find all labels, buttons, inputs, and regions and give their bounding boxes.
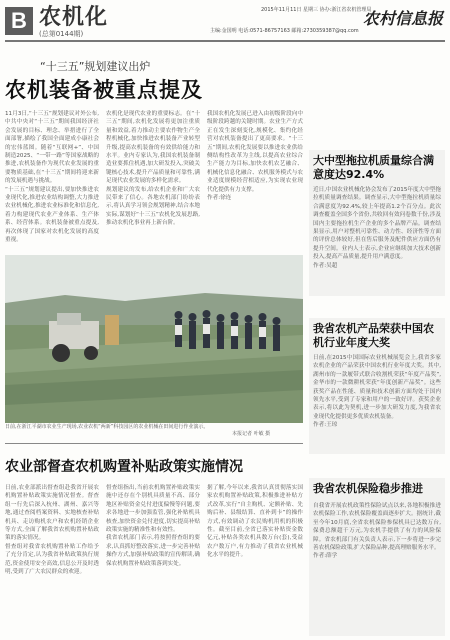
lead-article-column-1: 11月3日,“十三五”规划建议对外公布,中共中央对“十三五”期间我国经济社会发展的目标、理念、举措进行了全面部署,描绘了我国全面建成小康社会的宏伟蓝图。随着“互联网+”、中国制造2025、“一带一路”等国家战略的推进,农机装备作为现代农业发展的重要物质基础,在“十三五”期间将迎来新的发展机遇与挑战。 “十三五”规划建议提出,要加快推进农业现代化,推进农业结构调整,大力推进农业机械化,推进农业标准化和信息化,着力构建现代农业产业体系、生产体系、经营体系。农机装备被重点提及,再次体现了国家对农机化发展的高度重视。 [5, 111, 99, 244]
field-photo [5, 255, 303, 423]
date-line: 2015年11月11日 星期三 协办:浙江省农机管理局 [261, 7, 372, 13]
lead-article-column-2: 农机化是现代农业的重要标志。在“十三五”期间,农机化发展将更加注重质量和效益,着力推动主要农作物生产全程机械化,加快推进农机装备产业转型升级,提高农机装备的有效供给能力和水平。业内专家认为,我国农机装备制造业要抓住机遇,加大研发投入,突破关键核心技术,提升产品质量和可靠性,满足现代农业发展的多样化需求。 规划建议的发布,给农机企业和广大农民带来了信心。各地农机部门纷纷表示,将认真学习领会规划精神,结合本地实际,谋划好“十三五”农机化发展思路,推动农机化事业再上新台阶。 [106, 111, 200, 227]
second-headline: 农业部督查农机购置补贴政策实施情况 [5, 459, 243, 475]
section-issue-number: (总第0144期) [39, 30, 84, 38]
section-title: 农机化 [39, 5, 109, 30]
lead-article-column-3: 我国农机化发展已进入由初级阶段向中级阶段跨越的关键时期。农业生产方式正在发生深刻变化,规模化、集约化经营对农机装备提出了更高要求。“十三五”期间,农机化发展要以推进农业供给侧结构性改革为主线,以提高农业综合生产能力为目标,加快农机农艺融合、机械化信息化融合、农机服务模式与农业适度规模经营相适应,为实现农业现代化提供有力支撑。 作者:徐连 [207, 111, 303, 202]
sidebar-article-tractor-quality [309, 150, 445, 296]
second-article-column-2: 督查组指出,当前农机购置补贴政策实施中还存在个别机具质量不高、部分地区补贴资金兑付进度偏慢等问题,要求各地进一步加强监管,强化补贴机具核查,加快资金兑付进度,切实提高补贴政策实施的精准性和有效性。 我省农机部门表示,将按照督查组的要求,认真抓好整改落实,进一步完善补贴操作方式,加强补贴政策的宣传解读,确保农机购置补贴政策落到实处。 [106, 485, 200, 567]
sidebar-body: 自我省开展农机政策性保险试点以来,各地积极推进农机保险工作,农机保险覆盖面逐步扩大。据统计,截至今年10月底,全省农机保险参保机具已达数万台,保费总额超千万元,为农机手提供了有力的风险保障。省农机部门有关负责人表示,下一步将进一步完善农机保险政策,扩大保险品种,提高理赔服务水平。 作者:薛学 [313, 503, 441, 560]
lead-headline: 农机装备被重点提及 [5, 78, 203, 102]
section-divider [5, 443, 303, 444]
sidebar-article-insurance [309, 478, 445, 636]
sidebar-body: 日前,在2015中国国际农业机械展览会上,我省多家农机企业的产品荣获中国农机行业年度大奖。其中,湖州市的一款履带式联合收割机荣获“年度产品奖”,金华市的一款微耕机荣获“年度创新产品奖”。这些获奖产品在性能、质量和技术创新方面均处于国内领先水平,受到了专家和用户的一致好评。获奖企业表示,将以此为契机,进一步加大研发力度,为我省农业现代化提供更多优质农机装备。 作者:王琼 [313, 355, 441, 429]
sidebar-headline: 大中型拖拉机质量综合满意度达92.4% [313, 154, 434, 181]
photo-caption: 日前,在浙江平湖市农业生产现场,农业农机“两新”科技园区的农业机械在田间进行作业演示。 [5, 424, 209, 430]
newspaper-logo: 农村信息报 [362, 9, 443, 28]
sidebar-body: 近日,中国农业机械化协会发布了2015年度大中型拖拉机质量调查结果。调查显示,大中型拖拉机质量综合满意度为92.4%,较上年提高1.2个百分点。此次调查覆盖全国多个省份,共收回有效问卷数千份,涉及国内主要拖拉机生产企业的多个品牌产品。调查结果显示,用户对整机可靠性、动力性、经济性等方面的评价总体较好,但在售后服务及配件供应方面仍有提升空间。业内人士表示,企业应继续加大技术创新投入,提高产品质量,提升用户满意度。 作者:吴超 [313, 187, 441, 269]
sidebar-article-award [309, 318, 445, 454]
sidebar-headline: 我省农机保险稳步推进 [313, 482, 423, 495]
contact-line: 主编:金国明 电话:0571-86757163 邮箱:2730359387@qq.com [210, 28, 359, 34]
masthead [5, 5, 445, 39]
photo-credit: 本报记者 叶敏 摄 [232, 431, 271, 437]
field-photo-illustration [5, 255, 303, 423]
masthead-divider [5, 40, 445, 42]
lead-kicker: “十三五”规划建议出炉 [40, 60, 151, 73]
second-article-column-3: 据了解,今年以来,我省认真贯彻落实国家农机购置补贴政策,积极推进补贴方式改革,实行“自主购机、定额补贴、先购后补、县级结算、直补到卡”的操作方式,有效调动了农民购机用机的积极性。截至目前,全省已落实补贴资金数亿元,补贴各类农机具数万台(套),受益农户数万户,有力推动了我省农业机械化水平的提升。 [207, 485, 303, 559]
second-article-column-1: 日前,农业部派出督查组赴我省开展农机购置补贴政策实施情况督查。督查组一行先后深入杭州、湖州、嘉兴等地,通过查阅档案资料、实地核查补贴机具、走访购机农户和农机经销企业等方式,全面了解我省农机购置补贴政策的落实情况。 督查组对我省农机购置补贴工作给予了充分肯定,认为我省补贴政策执行规范,资金使用安全高效,信息公开及时透明,受到了广大农民群众的欢迎。 [5, 485, 99, 576]
sidebar-headline: 我省农机产品荣获中国农机行业年度大奖 [313, 322, 434, 349]
section-letter-badge: B [5, 7, 33, 35]
